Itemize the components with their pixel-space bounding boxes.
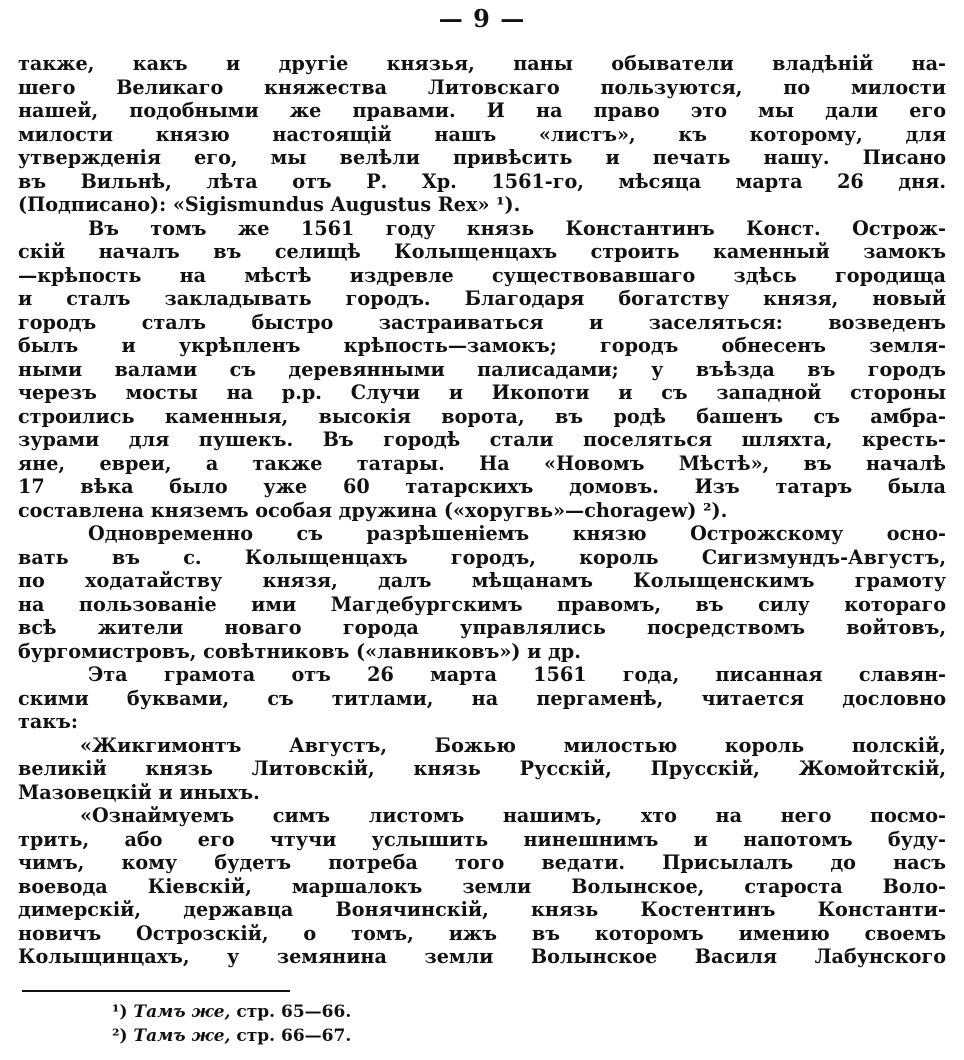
page-number: — 9 — xyxy=(438,4,526,33)
text-line: (Подписано): «Sigismundus Augustus Rex» ¹). xyxy=(18,193,521,216)
text-line: такъ: xyxy=(18,710,78,733)
text-line: и сталъ закладывать городъ. Благодаря богатству князя, новый xyxy=(18,287,946,310)
text-line: скими буквами, съ титлами, на пергаменѣ, читается дословно xyxy=(18,686,946,710)
text-line: зурами для пушекъ. Въ городѣ стали поселяться шляхта, кресть- xyxy=(18,428,946,451)
text-line: Въ томъ же 1561 году князь Константинъ Конст. Острож- xyxy=(88,216,946,240)
footnote-ref: стр. 65—66. xyxy=(236,1002,352,1022)
text-line: яне, евреи, а также татары. На «Новомъ Мѣстѣ», въ началѣ xyxy=(18,451,946,475)
text-line: городъ сталъ быстро застраиваться и заселяться: возведенъ xyxy=(18,310,946,334)
text-line: Эта грамота отъ 26 марта 1561 года, писанная славян- xyxy=(88,663,946,686)
footnote-ref: стр. 66—67. xyxy=(236,1026,352,1046)
text-line: въ Вильнѣ, лѣта отъ Р. Хр. 1561-го, мѣсяца марта 26 дня. xyxy=(18,169,946,193)
text-line: великій князь Литовскій, князь Русскій, Прусскій, Жомойтскій, xyxy=(18,757,946,780)
text-line: строились каменныя, высокія ворота, въ родѣ башенъ съ амбра- xyxy=(18,404,946,428)
text-line: шего Великаго княжества Литовскаго пользуются, по милости xyxy=(18,75,946,99)
text-line: чимъ, кому будетъ потреба того ведати. Присылалъ до насъ xyxy=(18,851,946,874)
footnote-source: Тамъ же, xyxy=(133,1002,231,1022)
text-line: былъ и укрѣпленъ крѣпость—замокъ; городъ обнесенъ земля- xyxy=(18,334,946,357)
text-line: вать въ с. Колыщенцахъ городъ, король Сигизмундъ-Августъ, xyxy=(18,545,946,569)
text-line: скій началъ въ селищѣ Колыщенцахъ строить каменный замокъ xyxy=(18,240,946,263)
text-line: по ходатайству князя, далъ мѣщанамъ Колыщенскимъ грамоту xyxy=(18,569,946,592)
body-text xyxy=(18,52,946,969)
text-line: Колыщинцахъ, у земянина земли Волынское Василя Лабунского xyxy=(18,945,946,968)
footnote xyxy=(112,1000,351,1024)
text-line: Мазовецкій и иныхъ. xyxy=(18,780,260,804)
text-line: бургомистровъ, совѣтниковъ («лавниковъ») и др. xyxy=(18,639,581,663)
text-line: всѣ жители новаго города управлялись посредствомъ войтовъ, xyxy=(18,616,946,639)
text-line: «Ознаймуемъ симъ листомъ нашимъ, хто на него посмо- xyxy=(80,804,946,827)
text-line: новичъ Острозскій, о томъ, ижъ въ которомъ имению своемъ xyxy=(18,921,946,945)
text-line: ными валами съ деревянными палисадами; у въѣзда въ городъ xyxy=(18,357,946,381)
text-line: трить, або его чтучи услышить нинешнимъ и напотомъ буду- xyxy=(18,827,946,851)
text-line: также, какъ и другіе князья, паны обыватели владѣній на- xyxy=(18,52,946,75)
text-line: милости князю настоящій нашъ «листъ», къ которому, для xyxy=(18,122,946,146)
footnote xyxy=(112,1024,351,1048)
text-line: воевода Кіевскій, маршалокъ земли Волынское, староста Воло- xyxy=(18,874,946,898)
text-line: черезъ мосты на р.р. Случи и Икопоти и съ западной стороны xyxy=(18,381,946,404)
footnotes xyxy=(112,1000,351,1048)
footnote-mark: ²) xyxy=(112,1026,128,1046)
footnote-separator xyxy=(22,990,290,992)
footnote-mark: ¹) xyxy=(112,1002,128,1022)
text-line: димерскій, державца Вонячинскій, князь Костентинъ Константи- xyxy=(18,898,946,921)
text-line: Одновременно съ разрѣшеніемъ князю Острожскому осно- xyxy=(88,522,946,545)
footnote-source: Тамъ же, xyxy=(133,1026,231,1046)
text-line: на пользованіе ими Магдебургскимъ правомъ, въ силу котораго xyxy=(18,592,946,616)
text-line: —крѣпость на мѣстѣ издревле существовавшаго здѣсь городища xyxy=(18,263,946,287)
text-line: составлена княземъ особая дружина («хоругвь»—choragew) ²). xyxy=(18,498,728,522)
text-line: утвержденія его, мы велѣли привѣсить и печать нашу. Писано xyxy=(18,146,946,169)
text-line: 17 вѣка было уже 60 татарскихъ домовъ. Изъ татаръ была xyxy=(18,475,946,498)
text-line: «Жикгимонтъ Августъ, Божью милостью король полскій, xyxy=(80,733,946,757)
text-line: нашей, подобными же правами. И на право это мы дали его xyxy=(18,99,946,122)
